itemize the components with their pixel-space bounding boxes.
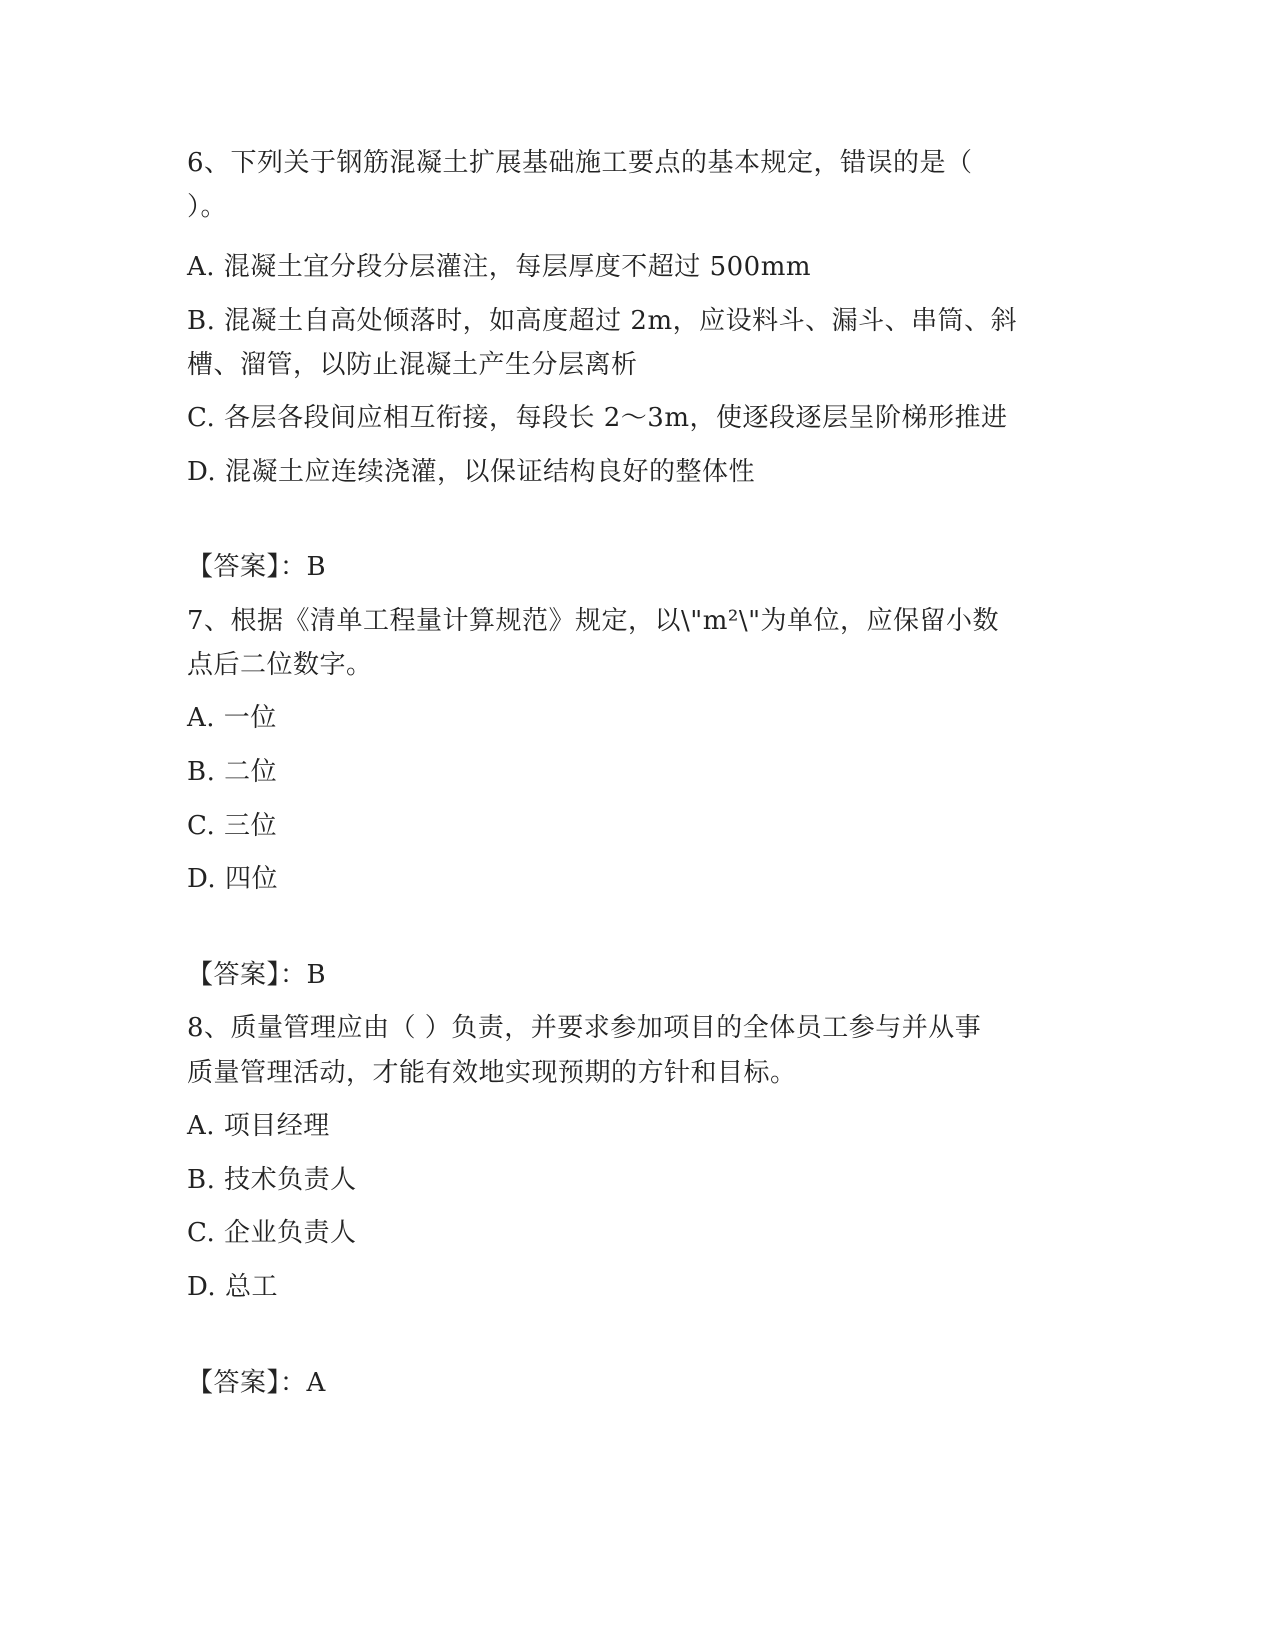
answer-line: 【答案】：B — [187, 960, 327, 990]
option-c: C. 各层各段间应相互衔接，每段长 2～3m，使逐段逐层呈阶梯形推进 — [187, 403, 1008, 433]
option-a: A. 一位 — [187, 703, 277, 733]
question-stem-line: 8、质量管理应由（ ）负责，并要求参加项目的全体员工参与并从事 — [187, 1013, 982, 1043]
option-a: A. 项目经理 — [187, 1111, 330, 1141]
option-c: C. 三位 — [187, 811, 277, 841]
option-d: D. 混凝土应连续浇灌，以保证结构良好的整体性 — [187, 457, 755, 487]
option-d: D. 总工 — [187, 1272, 278, 1302]
option-d: D. 四位 — [187, 864, 278, 894]
option-a: A. 混凝土宜分段分层灌注，每层厚度不超过 500mm — [187, 252, 812, 282]
option-b-continued: 槽、溜管，以防止混凝土产生分层离析 — [187, 350, 638, 380]
answer-line: 【答案】：A — [187, 1368, 326, 1398]
option-c: C. 企业负责人 — [187, 1218, 357, 1248]
answer-line: 【答案】：B — [187, 552, 327, 582]
question-stem-line: 7、根据《清单工程量计算规范》规定，以\"m²\"为单位，应保留小数 — [187, 606, 1000, 636]
option-b: B. 技术负责人 — [187, 1165, 357, 1195]
question-stem-line: 点后二位数字。 — [187, 650, 373, 680]
question-stem-line: 质量管理活动，才能有效地实现预期的方针和目标。 — [187, 1058, 797, 1088]
option-b: B. 混凝土自高处倾落时，如高度超过 2m，应设料斗、漏斗、串筒、斜 — [187, 306, 1018, 336]
option-b: B. 二位 — [187, 757, 278, 787]
question-stem-line: 6、下列关于钢筋混凝土扩展基础施工要点的基本规定，错误的是（ — [187, 148, 973, 178]
question-stem-line: ）。 — [187, 192, 228, 222]
